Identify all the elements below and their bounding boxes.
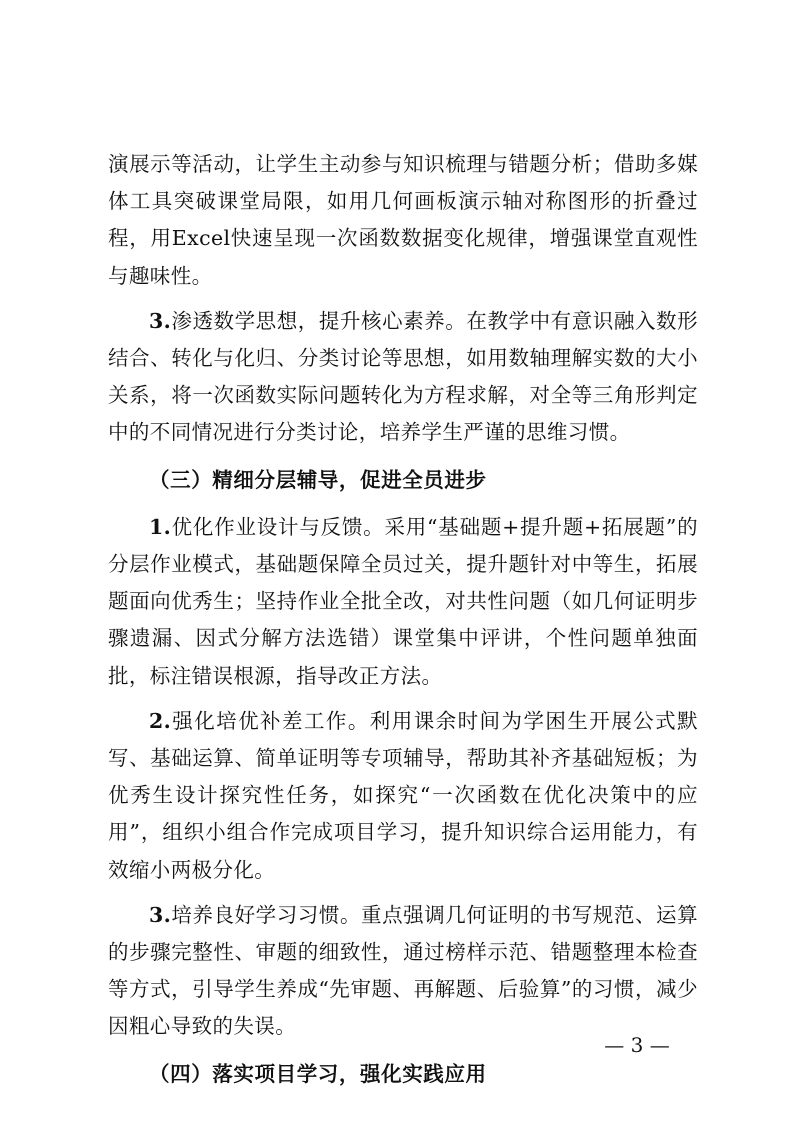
section-heading-4 xyxy=(108,1056,698,1093)
section-heading-text: （三）精细分层辅导，促进全员进步 xyxy=(149,467,487,492)
item-number: 3. xyxy=(149,902,172,927)
spacer xyxy=(108,295,698,303)
page-body xyxy=(108,146,698,1095)
paragraph-text: 渗透数学思想，提升核心素养。在教学中有意识融入数形结合、转化与化归、分类讨论等思想，如用数轴理解实数的大小关系，将一次函数实际问题转化为方程求解，对全等三角形判定中的不同情况进行分类讨论，培养学生严谨的思维习惯。 xyxy=(108,308,698,445)
paragraph-text: 演展示等活动，让学生主动参与知识梳理与错题分析；借助多媒体工具突破课堂局限，如用几何画板演示轴对称图形的折叠过程，用Excel快速呈现一次函数数据变化规律，增强课堂直观性与趣味性。 xyxy=(108,152,698,288)
paragraph-study-habits xyxy=(108,897,698,1046)
spacer xyxy=(108,695,698,703)
page-number: — 3 — xyxy=(604,1033,670,1057)
item-number: 2. xyxy=(149,708,172,733)
spacer xyxy=(108,889,698,897)
section-heading-3 xyxy=(108,462,698,499)
paragraph-text: 培养良好学习习惯。重点强调几何证明的书写规范、运算的步骤完整性、审题的细致性，通过榜样示范、错题整理本检查等方式，引导学生养成“先审题、再解题、后验算”的习惯，减少因粗心导致的失误。 xyxy=(108,902,698,1039)
spacer xyxy=(108,452,698,460)
paragraph-text: 优化作业设计与反馈。采用“基础题+提升题+拓展题”的分层作业模式，基础题保障全员过关，提升题针对中等生，拓展题面向优秀生；坚持作业全批全改，对共性问题（如几何证明步骤遗漏、因式分解方法选错）课堂集中评讲，个性问题单独面批，标注错误根源，指导改正方法。 xyxy=(108,514,698,688)
section-heading-text: （四）落实项目学习，强化实践应用 xyxy=(149,1061,487,1086)
paragraph-classroom-activities xyxy=(108,146,698,295)
paragraph-homework-design xyxy=(108,509,698,695)
paragraph-text: 强化培优补差工作。利用课余时间为学困生开展公式默写、基础运算、简单证明等专项辅导，帮助其补齐基础短板；为优秀生设计探究性任务，如探究“一次函数在优化决策中的应用”，组织小组合作完成项目学习，提升知识综合运用能力，有效缩小两极分化。 xyxy=(108,708,698,882)
paragraph-tutoring xyxy=(108,703,698,889)
spacer xyxy=(108,501,698,509)
item-number: 1. xyxy=(149,514,172,539)
paragraph-math-thinking xyxy=(108,303,698,452)
item-number: 3. xyxy=(149,308,172,333)
